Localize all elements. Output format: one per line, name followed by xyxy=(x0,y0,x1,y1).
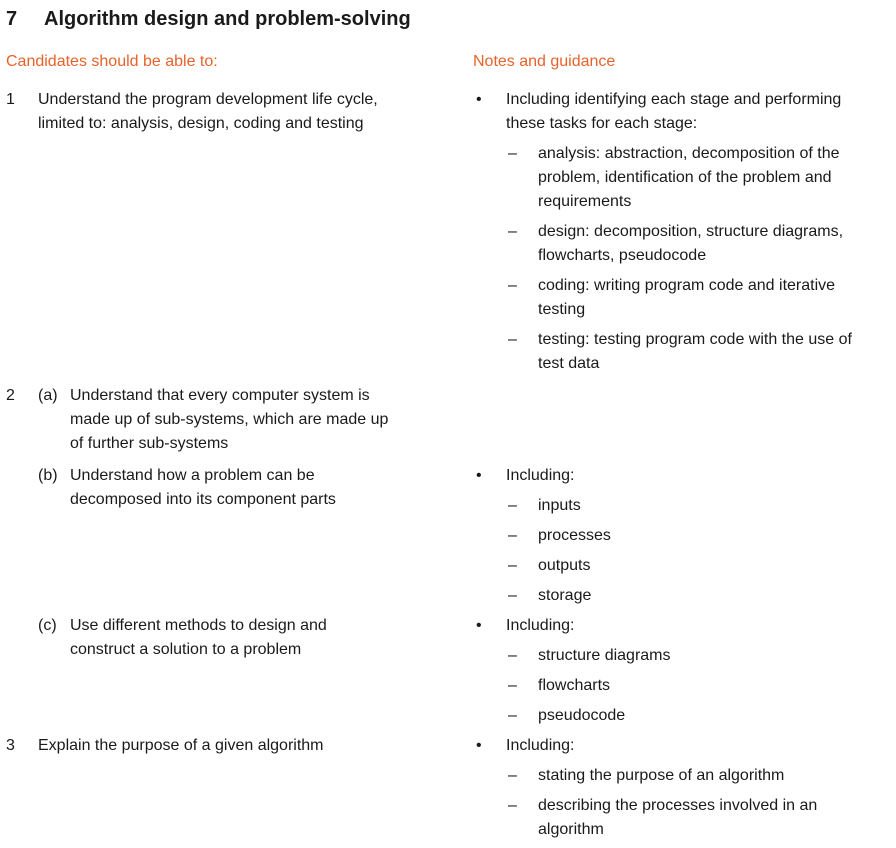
subitem-text xyxy=(70,464,336,512)
bullet-icon: • xyxy=(476,91,482,108)
dash-icon: – xyxy=(508,145,517,162)
item-text xyxy=(38,734,324,758)
text-line: construct a solution to a problem xyxy=(70,641,302,658)
text-line: describing the processes involved in an xyxy=(538,797,818,814)
text-line: Including identifying each stage and performing xyxy=(506,91,842,108)
text-line: Use different methods to design and xyxy=(70,617,327,634)
text-line: Including: xyxy=(506,617,575,634)
text-line: testing: testing program code with the use of xyxy=(538,331,852,348)
dash-list xyxy=(474,494,894,608)
text-line: testing xyxy=(538,301,586,318)
dash-list xyxy=(474,764,894,842)
text-line: Understand how a problem can be xyxy=(70,467,315,484)
notes-block xyxy=(474,614,894,734)
dash-item xyxy=(474,524,894,548)
notes-block xyxy=(474,464,894,614)
bullet-point xyxy=(474,464,894,488)
text-line: processes xyxy=(538,527,611,544)
text-line: algorithm xyxy=(538,821,604,838)
bullet-point xyxy=(474,734,894,758)
subitem-label: (b) xyxy=(38,467,58,484)
notes-block xyxy=(474,734,894,848)
dash-item xyxy=(474,554,894,578)
dash-icon: – xyxy=(508,707,517,724)
right-column-heading: Notes and guidance xyxy=(473,53,616,70)
dash-item xyxy=(474,274,894,322)
text-line: inputs xyxy=(538,497,581,514)
subitem-text xyxy=(70,614,327,662)
left-column-heading: Candidates should be able to: xyxy=(6,53,218,70)
dash-icon: – xyxy=(508,331,517,348)
dash-item xyxy=(474,494,894,518)
text-line: requirements xyxy=(538,193,632,210)
text-line: pseudocode xyxy=(538,707,626,724)
text-line: limited to: analysis, design, coding and testing xyxy=(38,115,364,132)
dash-list xyxy=(474,142,894,376)
text-line: structure diagrams xyxy=(538,647,671,664)
bullet-icon: • xyxy=(476,467,482,484)
text-line: Explain the purpose of a given algorithm xyxy=(38,737,324,754)
dash-icon: – xyxy=(508,557,517,574)
dash-item xyxy=(474,764,894,788)
item-number: 2 xyxy=(6,387,15,404)
item-number: 1 xyxy=(6,91,15,108)
subitem-label: (c) xyxy=(38,617,57,634)
dash-icon: – xyxy=(508,797,517,814)
section-title-text: Algorithm design and problem-solving xyxy=(44,8,411,30)
text-line: Including: xyxy=(506,737,575,754)
text-line: problem, identification of the problem and xyxy=(538,169,832,186)
text-line: design: decomposition, structure diagrams, xyxy=(538,223,844,240)
dash-item xyxy=(474,704,894,728)
text-line: flowcharts xyxy=(538,677,611,694)
text-line: Understand the program development life cycle, xyxy=(38,91,378,108)
text-line: storage xyxy=(538,587,592,604)
bullet-point xyxy=(474,614,894,638)
dash-item xyxy=(474,220,894,268)
dash-icon: – xyxy=(508,277,517,294)
dash-item xyxy=(474,584,894,608)
dash-icon: – xyxy=(508,767,517,784)
section-title xyxy=(6,6,411,32)
subitem-text xyxy=(70,384,388,456)
subitem-label: (a) xyxy=(38,387,58,404)
text-line: decomposed into its component parts xyxy=(70,491,336,508)
text-line: outputs xyxy=(538,557,591,574)
dash-icon: – xyxy=(508,587,517,604)
dash-icon: – xyxy=(508,527,517,544)
dash-item xyxy=(474,794,894,842)
dash-item xyxy=(474,644,894,668)
text-line: test data xyxy=(538,355,600,372)
text-line: flowcharts, pseudocode xyxy=(538,247,707,264)
text-line: of further sub-systems xyxy=(70,435,229,452)
bullet-icon: • xyxy=(476,617,482,634)
dash-icon: – xyxy=(508,677,517,694)
dash-icon: – xyxy=(508,497,517,514)
dash-icon: – xyxy=(508,223,517,240)
section-number: 7 xyxy=(6,8,18,30)
dash-icon: – xyxy=(508,647,517,664)
text-line: analysis: abstraction, decomposition of the xyxy=(538,145,840,162)
text-line: coding: writing program code and iterative xyxy=(538,277,836,294)
dash-item xyxy=(474,142,894,214)
text-line: these tasks for each stage: xyxy=(506,115,698,132)
dash-item xyxy=(474,674,894,698)
item-number: 3 xyxy=(6,737,15,754)
notes-block xyxy=(474,88,894,382)
bullet-point xyxy=(474,88,894,136)
bullet-icon: • xyxy=(476,737,482,754)
dash-item xyxy=(474,328,894,376)
text-line: Including: xyxy=(506,467,575,484)
text-line: Understand that every computer system is xyxy=(70,387,370,404)
dash-list xyxy=(474,644,894,728)
text-line: stating the purpose of an algorithm xyxy=(538,767,785,784)
item-text xyxy=(38,88,378,136)
text-line: made up of sub-systems, which are made up xyxy=(70,411,389,428)
